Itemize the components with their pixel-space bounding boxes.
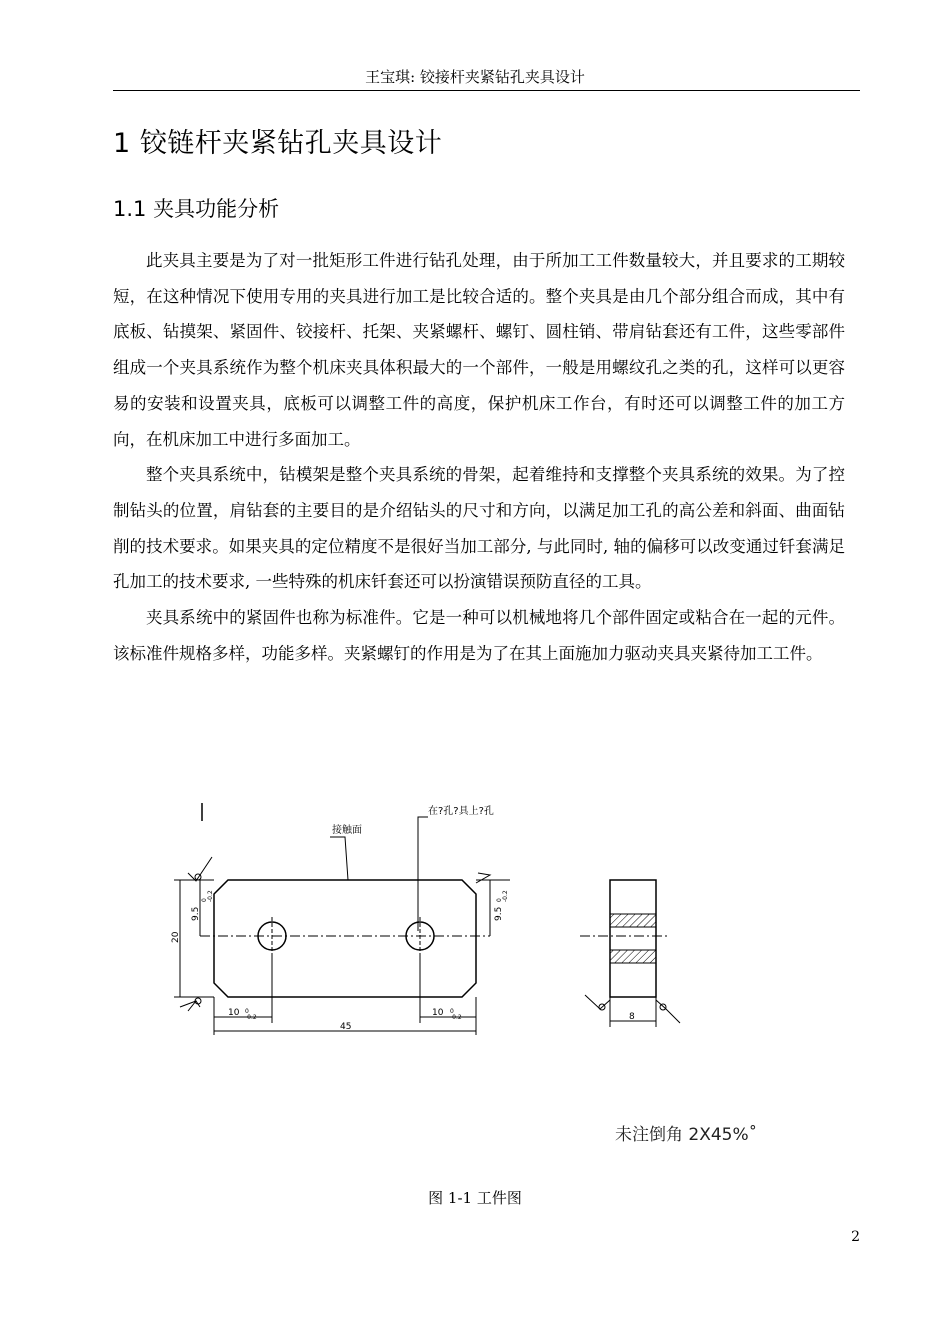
dim-hole-left-tol-top: 0 <box>245 1008 249 1015</box>
dim-hole-left-tol-bottom: -0.2 <box>245 1014 257 1021</box>
hole-note-leader <box>418 817 428 931</box>
dim-hole-right-text: 10 <box>432 1008 444 1018</box>
running-header: 王宝琪: 铰接杆夹紧钻孔夹具设计 <box>365 68 585 86</box>
workpiece-drawing <box>160 795 700 1045</box>
dim-left-offset-text: 9.5 <box>191 906 201 921</box>
section-title: 1.1 夹具功能分析 <box>113 197 280 221</box>
dim-right-tol-bottom: -0.2 <box>502 890 509 902</box>
dim-length-text: 45 <box>340 1022 352 1032</box>
datum-symbol-bottom-left <box>188 1001 200 1011</box>
hole-note-label: 在?孔?具上?孔 <box>428 806 494 817</box>
dim-right-offset-text: 9.5 <box>494 906 504 921</box>
figure-caption: 图 1-1 工件图 <box>428 1189 522 1207</box>
contact-face-label: 接触面 <box>332 825 362 836</box>
side-datum-right <box>656 1000 680 1023</box>
dim-thickness-text: 8 <box>629 1012 635 1022</box>
body-text <box>113 243 845 671</box>
paragraph-2: 整个夹具系统中，钻模架是整个夹具系统的骨架，起着维持和支撑整个夹具系统的效果。为了控制钻头的位置，肩钻套的主要目的是介绍钻头的尺寸和方向，以满足加工孔的高公差和斜面、曲面钻削的技术要求。如果夹具的定位精度不是很好当加工部分, 与此同时, 轴的偏移可以改变通过钎套满足孔加工的技术要求, 一些特殊的机床钎套还可以扮演错误预防直径的工具。 <box>113 465 845 592</box>
side-datum-left <box>585 995 610 1009</box>
side-view-hatch-top <box>610 914 656 927</box>
front-view-outline <box>214 880 476 997</box>
dim-height-text: 20 <box>171 931 181 943</box>
paragraph-3: 夹具系统中的紧固件也称为标准件。它是一种可以机械地将几个部件固定或粘合在一起的元件。该标准件规格多样，功能多样。夹紧螺钉的作用是为了在其上面施加力驱动夹具夹紧待加工工件。 <box>113 608 845 663</box>
datum-symbol-top-right <box>476 873 490 883</box>
header-rule <box>113 90 860 91</box>
chamfer-note: 未注倒角 2X45%˚ <box>615 1125 758 1145</box>
side-view-outline <box>610 880 656 997</box>
dim-hole-right-tol-bottom: -0.2 <box>450 1014 462 1021</box>
paragraph-1: 此夹具主要是为了对一批矩形工件进行钻孔处理，由于所加工工件数量较大，并且要求的工期较短，在这种情况下使用专用的夹具进行加工是比较合适的。整个夹具是由几个部分组合而成，其中有底板、钻摸架、紧固件、铰接杆、托架、夹紧螺杆、螺钉、圆柱销、带肩钻套还有工件，这些零部件组成一个夹具系统作为整个机床夹具体积最大的一个部件，一般是用螺纹孔之类的孔，这样可以更容易的安装和设置夹具，底板可以调整工件的高度，保护机床工作台，有时还可以调整工件的加工方向，在机床加工中进行多面加工。 <box>113 251 845 449</box>
page-number: 2 <box>851 1229 860 1245</box>
dim-hole-left-text: 10 <box>228 1008 240 1018</box>
side-datum-circle-right <box>660 1004 666 1010</box>
workpiece-drawing-svg <box>160 795 700 1045</box>
datum-circle-top-left <box>195 874 201 880</box>
chapter-title: 1 铰链杆夹紧钻孔夹具设计 <box>113 128 443 159</box>
contact-face-leader <box>330 837 348 880</box>
side-view-hatch-bottom <box>610 950 656 963</box>
datum-symbol-top-left <box>188 857 212 881</box>
dim-right-tol-top: 0 <box>496 898 503 902</box>
dim-hole-right-tol-top: 0 <box>450 1008 454 1015</box>
dim-left-tol-bottom: -0.2 <box>207 890 214 902</box>
dim-left-tol-top: 0 <box>201 898 208 902</box>
